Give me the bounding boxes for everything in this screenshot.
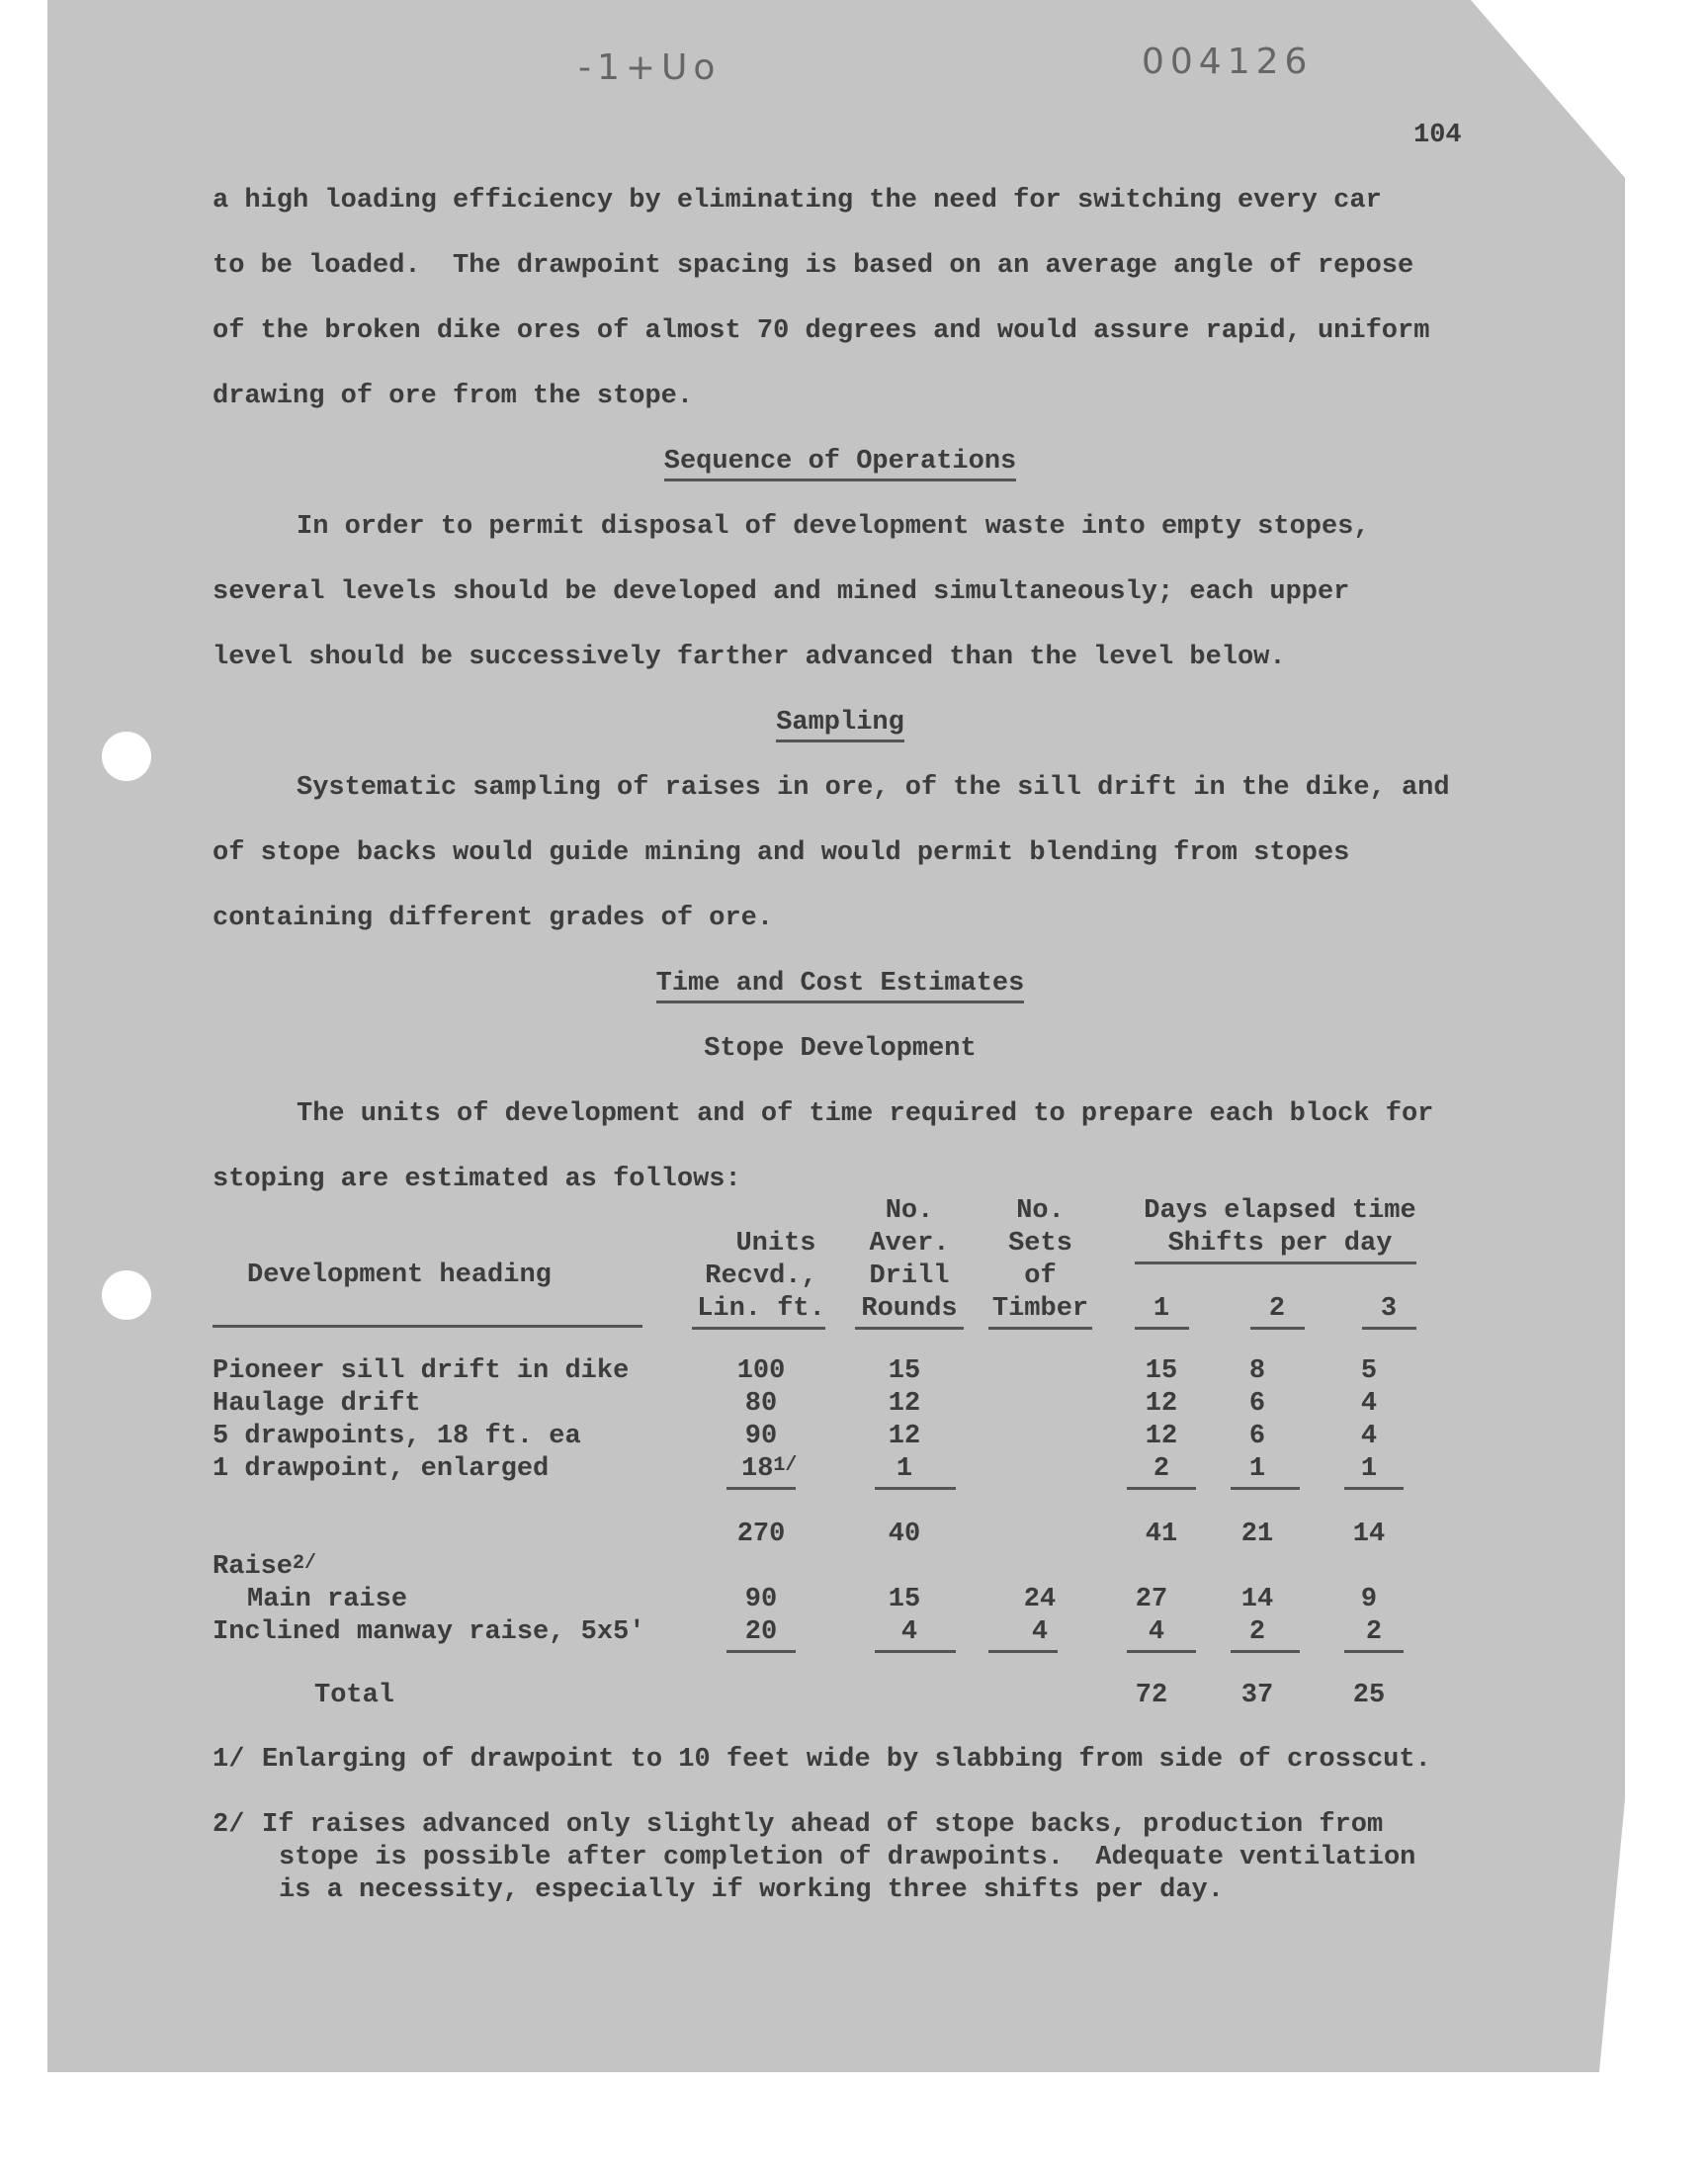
cell-day-1: 2 [1153,1454,1170,1484]
cell-day-1: 4 [1148,1617,1165,1647]
para1-line: of the broken dike ores of almost 70 degrees and would assure rapid, uniform [213,316,1430,346]
row-label: 5 drawpoints, 18 ft. ea [213,1422,581,1451]
handwritten-mark: -1+Uo [578,47,722,88]
col-header-rounds: No. [885,1196,934,1226]
subtotal-day-2: 21 [1240,1520,1274,1549]
row-label: Inclined manway raise, 5x5' [213,1617,645,1647]
cell-day-1: 12 [1145,1422,1178,1451]
cell-day-3: 2 [1365,1617,1383,1647]
cell-rounds: 4 [900,1617,918,1647]
cell-day-2: 14 [1240,1585,1274,1614]
cell-units: 20 [744,1617,778,1647]
header-rule [692,1327,825,1330]
col-header-rounds: Aver. [869,1229,950,1259]
cell-timber: 24 [1023,1585,1057,1614]
cell-units: 90 [744,1585,778,1614]
para2-line: several levels should be developed and mined simultaneously; each upper [213,577,1350,607]
sum-rule [1231,1650,1300,1653]
subtotal-day-1: 41 [1145,1520,1178,1549]
sum-rule [875,1487,956,1490]
col-header-shift-1: 1 [1153,1294,1170,1324]
cell-units: $18^{1/}$ [741,1454,798,1484]
para4-line: stoping are estimated as follows: [213,1165,741,1194]
subtotal-rounds: 40 [888,1520,921,1549]
footnote-1-mark: 1/ [213,1745,245,1775]
col-header-timber: Timber [991,1294,1089,1324]
row-label: Main raise [247,1585,408,1614]
heading-time-cost: Time and Cost Estimates [247,969,1433,999]
cell-day-1: 12 [1145,1389,1178,1419]
sum-rule [726,1650,796,1653]
cell-day-3: 4 [1360,1422,1378,1451]
header-rule [1250,1327,1305,1330]
col-header-development: Development heading [247,1261,552,1290]
total-day-1: 72 [1135,1681,1168,1710]
sum-rule [1344,1650,1404,1653]
punch-hole-bottom [102,1270,151,1320]
header-rule [213,1325,642,1328]
cell-day-2: 8 [1248,1356,1266,1386]
para2-line: In order to permit disposal of development waste into empty stopes, [297,512,1370,542]
cell-units: 80 [744,1389,778,1419]
cell-units: 100 [736,1356,786,1386]
sum-rule [875,1650,956,1653]
cell-day-2: 1 [1248,1454,1266,1484]
footnote-1-text: Enlarging of drawpoint to 10 feet wide by slabbing from side of crosscut. [262,1745,1431,1775]
footnote-2-mark: 2/ [213,1810,245,1840]
row-label: Pioneer sill drift in dike [213,1356,630,1386]
heading-sequence: Sequence of Operations [247,447,1433,477]
heading-sampling: Sampling [247,708,1433,738]
punch-hole-top [102,732,151,781]
col-header-rounds: Rounds [861,1294,958,1324]
sum-rule [988,1650,1058,1653]
cell-day-2: 2 [1248,1617,1266,1647]
col-header-units: Lin. ft. [697,1294,825,1324]
para1-line: drawing of ore from the stope. [213,382,694,411]
sum-rule [1127,1487,1196,1490]
footnote-2-text: is a necessity, especially if working three shifts per day. [279,1875,1224,1905]
col-header-timber: No. [1016,1196,1065,1226]
cell-day-3: 4 [1360,1389,1378,1419]
header-rule [855,1327,964,1330]
para3-line: containing different grades of ore. [213,904,774,933]
header-rule [1135,1327,1189,1330]
para1-line: to be loaded. The drawpoint spacing is based on an average angle of repose [213,251,1414,281]
total-day-2: 37 [1240,1681,1274,1710]
handwritten-doc-number: 004126 [1142,42,1314,82]
col-header-days: Shifts per day [1167,1229,1393,1259]
sum-rule [1344,1487,1404,1490]
header-rule [988,1327,1092,1330]
cell-units: 90 [744,1422,778,1451]
row-label: Haulage drift [213,1389,421,1419]
cell-day-1: 27 [1135,1585,1168,1614]
cell-rounds: 15 [888,1356,921,1386]
subheading-stope-development: Stope Development [704,1034,977,1064]
cell-day-3: 9 [1360,1585,1378,1614]
col-header-units: Units [735,1229,816,1259]
para4-line: The units of development and of time required to prepare each block for [297,1099,1434,1129]
col-header-shift-2: 2 [1268,1294,1286,1324]
cell-rounds: 12 [888,1389,921,1419]
cell-day-3: 5 [1360,1356,1378,1386]
sum-rule [1231,1487,1300,1490]
cell-rounds: 1 [896,1454,913,1484]
cell-rounds: 15 [888,1585,921,1614]
footnote-ref-2: 2/ [293,1552,317,1575]
footnote-ref-1: 1/ [773,1454,798,1477]
sum-rule [1127,1650,1196,1653]
cell-timber: 4 [1031,1617,1049,1647]
col-header-timber: of [1024,1262,1057,1291]
col-header-days: Days elapsed time [1144,1196,1416,1226]
col-header-shift-3: 3 [1380,1294,1398,1324]
header-rule [1362,1327,1416,1330]
para3-line: Systematic sampling of raises in ore, of the sill drift in the dike, and [297,773,1450,803]
footnote-2-text: stope is possible after completion of drawpoints. Adequate ventilation [279,1843,1416,1872]
header-rule [1135,1262,1416,1264]
cell-day-2: 6 [1248,1389,1266,1419]
col-header-timber: Sets [1008,1229,1072,1259]
para3-line: of stope backs would guide mining and would permit blending from stopes [213,838,1350,868]
total-label: Total [314,1681,395,1710]
para1-line: a high loading efficiency by eliminating the need for switching every car [213,186,1382,216]
row-label: 1 drawpoint, enlarged [213,1454,550,1484]
sum-rule [726,1487,796,1490]
footnote-2-text: If raises advanced only slightly ahead of stope backs, production from [262,1810,1384,1840]
cell-day-2: 6 [1248,1422,1266,1451]
raise-label: Raise$^{2/}$ [213,1552,317,1582]
page-number: 104 [1413,121,1462,150]
total-day-3: 25 [1352,1681,1386,1710]
cell-day-1: 15 [1145,1356,1178,1386]
subtotal-units: 270 [736,1520,786,1549]
col-header-units: Recvd., [705,1262,817,1291]
cell-day-3: 1 [1360,1454,1378,1484]
col-header-rounds: Drill [869,1262,950,1291]
subtotal-day-3: 14 [1352,1520,1386,1549]
para2-line: level should be successively farther advanced than the level below. [213,643,1286,672]
cell-rounds: 12 [888,1422,921,1451]
